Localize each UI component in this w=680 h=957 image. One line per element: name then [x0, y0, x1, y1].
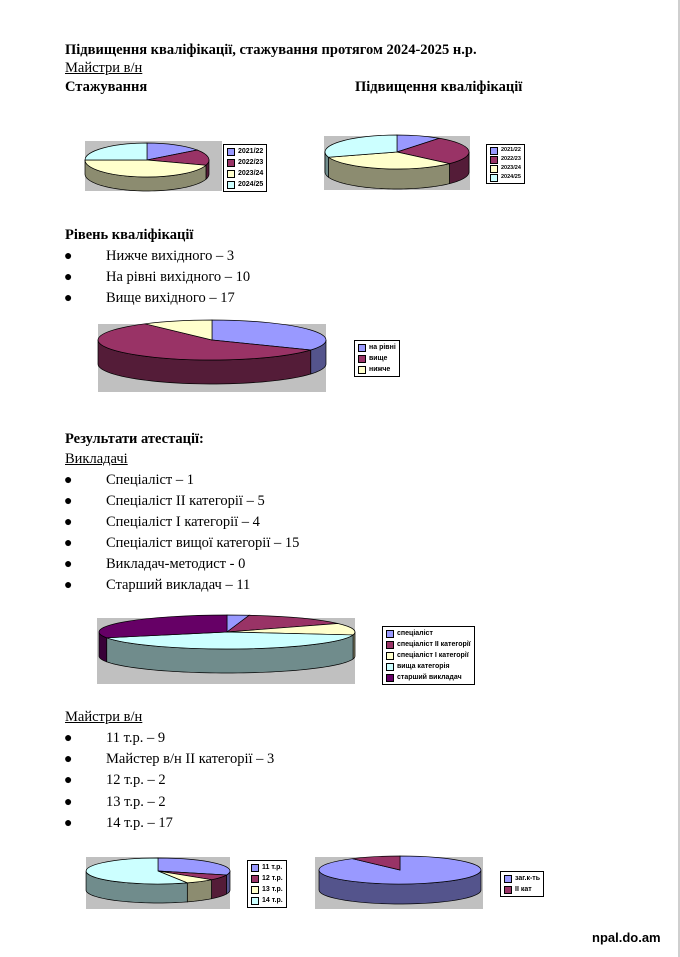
teachers-label: Викладачі — [65, 451, 128, 467]
internship-heading: Стажування — [65, 79, 148, 95]
legend-swatch — [386, 652, 394, 660]
bullet: ● — [64, 731, 73, 746]
level-item-equal: На рівні вихідного – 10 — [106, 269, 251, 285]
legend-entry — [386, 639, 471, 650]
master-item: 13 т.р. – 2 — [106, 794, 166, 810]
masters-label: Майстри в/н — [65, 709, 143, 725]
legend-label: 2024/25 — [238, 181, 264, 188]
teacher-item: Спеціаліст ІІ категорії – 5 — [106, 493, 265, 509]
legend-label: ІІ кат — [515, 886, 532, 893]
legend-swatch — [490, 147, 498, 155]
level-item-below: Нижче вихідного – 3 — [106, 248, 235, 264]
level-item-above: Вище вихідного – 17 — [106, 290, 235, 306]
legend-swatch — [251, 897, 259, 905]
legend-label: 2021/22 — [238, 148, 264, 155]
bullet: ● — [64, 752, 73, 767]
legend-entry — [227, 157, 263, 168]
legend-swatch — [386, 630, 394, 638]
teacher-item: Старший викладач – 11 — [106, 577, 251, 593]
teacher-item: Спеціаліст вищої категорії – 15 — [106, 535, 300, 551]
legend-masters — [247, 860, 287, 908]
teacher-item: Спеціаліст – 1 — [106, 472, 195, 488]
legend-entry — [358, 353, 396, 364]
legend-swatch — [490, 165, 498, 173]
legend-label: на рівні — [369, 344, 396, 351]
legend-entry — [490, 146, 521, 155]
pie-side-13 т.р. — [187, 880, 211, 902]
master-item: 11 т.р. – 9 — [106, 730, 166, 746]
legend-categories — [500, 871, 544, 897]
master-item: 12 т.р. – 2 — [106, 772, 166, 788]
bullet: ● — [64, 291, 73, 306]
master-item: Майстер в/н ІІ категорії – 3 — [106, 751, 275, 767]
bullet: ● — [64, 536, 73, 551]
legend-label: спеціаліст — [397, 630, 433, 637]
legend-swatch — [358, 366, 366, 374]
legend-level — [354, 340, 400, 377]
bullet: ● — [64, 557, 73, 572]
bullet: ● — [64, 515, 73, 530]
legend-entry — [490, 155, 521, 164]
legend-label: 2021/22 — [501, 147, 521, 153]
legend-label: старший викладач — [397, 674, 462, 681]
legend-entry — [251, 873, 283, 884]
legend-label: вища категорія — [397, 663, 450, 670]
legend-label: 14 т.р. — [262, 897, 283, 904]
legend-entry — [358, 342, 396, 353]
legend-label: спеціаліст ІІ категорії — [397, 641, 471, 648]
legend-entry — [251, 862, 283, 873]
legend-swatch — [251, 886, 259, 894]
legend-entry — [490, 173, 521, 182]
attestation-heading: Результати атестації: — [65, 431, 204, 447]
legend-qualification — [486, 144, 525, 184]
legend-swatch — [358, 355, 366, 363]
legend-swatch — [490, 174, 498, 182]
legend-label: 2024/25 — [501, 174, 521, 180]
legend-swatch — [251, 875, 259, 883]
watermark: npal.do.am — [592, 930, 661, 945]
legend-label: 12 т.р. — [262, 875, 283, 882]
legend-entry — [227, 179, 263, 190]
legend-entry — [227, 146, 263, 157]
legend-swatch — [386, 663, 394, 671]
legend-label: 2023/24 — [238, 170, 264, 177]
teacher-item: Спеціаліст І категорії – 4 — [106, 514, 260, 530]
teacher-item: Викладач-методист - 0 — [106, 556, 246, 572]
legend-swatch — [386, 674, 394, 682]
qualification-heading: Підвищення кваліфікації — [355, 79, 523, 95]
master-item: 14 т.р. – 17 — [106, 815, 173, 831]
legend-swatch — [227, 148, 235, 156]
legend-entry — [358, 364, 396, 375]
legend-label: 2023/24 — [501, 165, 521, 171]
legend-entry — [504, 884, 540, 895]
legend-swatch — [227, 170, 235, 178]
legend-swatch — [490, 156, 498, 164]
legend-swatch — [227, 181, 235, 189]
legend-label: заг.к-ть — [515, 875, 541, 882]
legend-entry — [251, 895, 283, 906]
legend-entry — [386, 628, 471, 639]
legend-internship — [223, 144, 267, 192]
legend-label: 2022/23 — [238, 159, 264, 166]
document-title: Підвищення кваліфікації, стажування протягом 2024-2025 н.р. — [65, 42, 477, 58]
legend-entry — [490, 164, 521, 173]
legend-swatch — [386, 641, 394, 649]
bullet: ● — [64, 473, 73, 488]
legend-teachers — [382, 626, 475, 685]
legend-label: 11 т.р. — [262, 864, 283, 871]
legend-entry — [504, 873, 540, 884]
level-heading: Рівень кваліфікації — [65, 227, 194, 243]
bullet: ● — [64, 494, 73, 509]
legend-swatch — [251, 864, 259, 872]
legend-label: вище — [369, 355, 388, 362]
bullet: ● — [64, 578, 73, 593]
legend-entry — [251, 884, 283, 895]
legend-label: 2022/23 — [501, 156, 521, 162]
section-masters-label: Майстри в/н — [65, 60, 143, 76]
legend-swatch — [227, 159, 235, 167]
legend-swatch — [504, 886, 512, 894]
bullet: ● — [64, 249, 73, 264]
legend-label: 13 т.р. — [262, 886, 283, 893]
legend-swatch — [358, 344, 366, 352]
bullet: ● — [64, 816, 73, 831]
bullet: ● — [64, 795, 73, 810]
bullet: ● — [64, 270, 73, 285]
legend-entry — [227, 168, 263, 179]
legend-label: спеціаліст І категорії — [397, 652, 469, 659]
legend-label: нижче — [369, 366, 391, 373]
bullet: ● — [64, 773, 73, 788]
legend-swatch — [504, 875, 512, 883]
legend-entry — [386, 661, 471, 672]
legend-entry — [386, 672, 471, 683]
legend-entry — [386, 650, 471, 661]
